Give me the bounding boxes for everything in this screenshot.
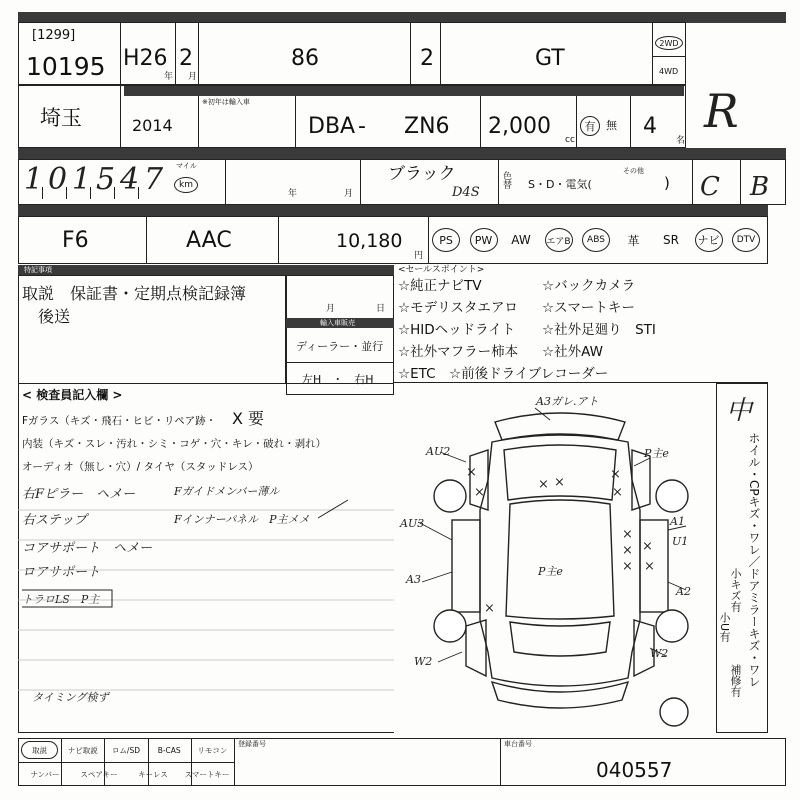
damage-mark: × <box>610 467 621 482</box>
audio-tire-line: オーディオ（無し・穴）/ タイヤ（スタッドレス） <box>22 461 259 473</box>
year-mark: 年 <box>164 72 174 82</box>
mileage-separator <box>42 187 43 199</box>
damage-label: W2 <box>650 647 669 660</box>
mileage-digit: 4 <box>120 162 140 197</box>
hand-note: コアサポート ヘメー <box>22 541 153 556</box>
era-year: H26 <box>123 46 168 71</box>
drive-2wd-circled: 2WD <box>655 36 683 50</box>
hand-note: トラロLS P主 <box>22 593 100 606</box>
damage-label: W2 <box>414 655 433 668</box>
door-count: 2 <box>420 46 434 71</box>
registration-number-label: 登録番号 <box>238 740 266 748</box>
dealer-option: ディーラー・並行 <box>296 340 384 353</box>
equipment-2: AW <box>511 233 531 247</box>
damage-mark: × <box>466 465 477 480</box>
prefecture: 埼玉 <box>40 106 82 130</box>
equipment-エアb-circled: エアB <box>545 228 573 252</box>
damage-label: AU3 <box>400 517 425 530</box>
hand-note-right: Fガイドメンバー薄ル <box>174 485 280 498</box>
mileage-separator <box>66 187 67 199</box>
model-prefix: DBA <box>308 114 356 139</box>
aircon-type: AAC <box>186 228 232 253</box>
damage-mark: × <box>622 527 633 542</box>
sales-point: ☆ETC ☆前後ドライブレコーダー <box>398 366 609 382</box>
side-vertical-text: ホイル・CPキズ・ワレ／ドアミラーキズ・ワレ <box>747 432 761 688</box>
mileage-separator <box>138 187 139 199</box>
grade-mark-r: R <box>704 84 739 138</box>
equipment-row <box>428 218 768 262</box>
sales-point: ☆社外AW <box>542 344 603 360</box>
footer-item-row2: ナンバー <box>30 769 60 779</box>
turbo-no: 無 <box>606 119 617 132</box>
hand-note: ロアサポート <box>22 565 101 580</box>
damage-label: A2 <box>676 585 691 598</box>
sales-point: ☆モデリスタエアロ <box>398 300 518 316</box>
value-unit: 円 <box>414 251 424 261</box>
equipment-ナビ-circled: ナビ <box>695 228 723 252</box>
damage-mark: × <box>622 543 633 558</box>
cc-unit: cc <box>565 135 575 145</box>
footer-accessory-grid <box>18 738 234 786</box>
value-figure: 10,180 <box>336 230 403 252</box>
entry-number: 10195 <box>26 52 106 81</box>
inspection-month-mark: 月 <box>344 189 354 199</box>
interior-line: 内装（キズ・スレ・汚れ・シミ・コゲ・穴・キレ・破れ・剥れ） <box>22 438 327 450</box>
damage-label: A1 <box>670 515 685 528</box>
side-sub3: 補修有 <box>729 664 742 697</box>
glass-mark: X 要 <box>232 409 265 428</box>
color-change-label: 色替 <box>501 171 511 189</box>
damage-label: A3ガレ.アト <box>536 395 599 408</box>
damage-label: A3 <box>406 573 421 586</box>
footer-item-row1: リモコン <box>197 745 228 755</box>
ruled-lines <box>18 480 394 730</box>
inspection-year-mark: 年 <box>288 189 298 199</box>
damage-label: AU2 <box>426 445 451 458</box>
shift-type: F6 <box>62 228 89 253</box>
sales-point: ☆HIDヘッドライト <box>398 322 516 338</box>
footer-item-row2: キーレス <box>138 769 168 779</box>
damage-mark: × <box>538 477 549 492</box>
displacement: 2,000 <box>488 114 551 139</box>
mileage-digit: 7 <box>144 162 164 197</box>
import-label: 輸入車販売 <box>320 319 355 327</box>
paint-close: ) <box>664 174 670 192</box>
diagram-annotations <box>400 390 720 730</box>
damage-mark: × <box>484 601 495 616</box>
damage-mark: × <box>474 485 485 500</box>
damage-mark: × <box>644 559 655 574</box>
hand-note: 右ステップ <box>22 513 87 528</box>
damage-label: U1 <box>672 535 689 548</box>
inspector-title: < 検査員記入欄 > <box>22 388 123 402</box>
grade: GT <box>535 46 565 71</box>
mileage-digits <box>22 163 172 201</box>
damage-mark: × <box>622 559 633 574</box>
exterior-grade: B <box>750 172 770 202</box>
notes-band <box>18 265 394 275</box>
color-code: D4S <box>452 185 480 200</box>
footer-item-row1: 取説 <box>21 741 58 759</box>
chassis-number-label: 車台番号 <box>504 740 532 748</box>
damage-mark: × <box>612 485 623 500</box>
damage-label: P主e <box>538 565 563 578</box>
mileage-digit: 1 <box>24 162 44 197</box>
equipment-ps-circled: PS <box>432 228 460 252</box>
date-month-mark: 月 <box>326 304 336 314</box>
equipment-dtv-circled: DTV <box>732 228 760 252</box>
seat-count: 4 <box>643 114 657 139</box>
damage-label: P主e <box>644 447 669 460</box>
row1-frame <box>18 22 686 85</box>
equipment-pw-circled: PW <box>470 228 498 252</box>
first-registration-year: 2014 <box>132 116 173 135</box>
sales-points-label: <セールスポイント> <box>398 265 485 275</box>
month-mark: 月 <box>188 72 198 82</box>
sales-point: ☆社外マフラー柿本 <box>398 344 519 360</box>
paint-other-label: その他 <box>623 167 644 175</box>
seat-unit: 名 <box>676 136 686 146</box>
mileage-separator <box>114 187 115 199</box>
interior-grade: C <box>700 172 720 202</box>
mileage-digit: 1 <box>72 162 92 197</box>
side-sub2: 小U有 <box>718 612 731 643</box>
mileage-separator <box>90 187 91 199</box>
damage-mark: × <box>554 475 565 490</box>
glass-line: Fガラス（キズ・飛石・ヒビ・リペア跡・ <box>22 415 217 427</box>
notes-section-label: 特記事項 <box>24 266 52 274</box>
mileage-alt-unit: マイル <box>176 162 197 170</box>
footer-item-row2: スペアキー <box>80 769 118 779</box>
sales-point: ☆スマートキー <box>542 300 635 316</box>
footer-item-row2: スマートキー <box>184 769 230 779</box>
sales-points-list <box>398 280 768 380</box>
handle-option: 左H ・ 右H <box>302 373 374 386</box>
turbo-yes-circled: 有 <box>580 116 600 136</box>
notes-line2: 後送 <box>38 307 71 326</box>
sales-point: ☆バックカメラ <box>542 278 636 294</box>
equipment-6: SR <box>663 233 679 247</box>
paint-options: S・D・電気( <box>528 178 592 191</box>
mileage-digit: 5 <box>96 162 116 197</box>
side-mark: 中 <box>726 396 753 426</box>
sales-point: ☆社外足廻り STI <box>542 322 656 338</box>
footer-item-row1: B-CAS <box>157 745 181 755</box>
chassis-number: 040557 <box>596 758 673 782</box>
footer-item-row1: ロム/SD <box>111 745 141 755</box>
notes-line1: 取説 保証書・定期点検記録簿 <box>22 284 247 303</box>
model-code: ZN6 <box>404 114 450 139</box>
body-color: ブラック <box>388 164 456 184</box>
model-dash: - <box>358 114 366 139</box>
hand-note: 右Fピラー ヘメー <box>22 487 136 502</box>
header-band-row4 <box>18 205 768 216</box>
registration-note: ※初年は輸入車 <box>202 98 250 106</box>
model-name: 86 <box>291 46 319 71</box>
hand-note-right: Fインナーパネル P主メメ <box>174 513 310 526</box>
registration-month: 2 <box>179 46 193 71</box>
footer-item-row1: ナビ取説 <box>67 745 98 755</box>
hand-note-bottom: タイミング検ず <box>32 691 109 704</box>
lot-number: [1299] <box>32 28 76 43</box>
equipment-5: 革 <box>627 233 640 248</box>
drive-4wd: 4WD <box>659 67 679 76</box>
sales-point: ☆純正ナビTV <box>398 278 482 294</box>
side-sub1: 小キズ有 <box>729 568 742 612</box>
date-day-mark: 日 <box>376 304 386 314</box>
damage-mark: × <box>642 539 653 554</box>
equipment-abs-circled: ABS <box>582 228 610 252</box>
mileage-digit: 0 <box>48 162 68 197</box>
km-unit-circled: km <box>174 177 198 193</box>
header-band-row3 <box>18 148 786 159</box>
